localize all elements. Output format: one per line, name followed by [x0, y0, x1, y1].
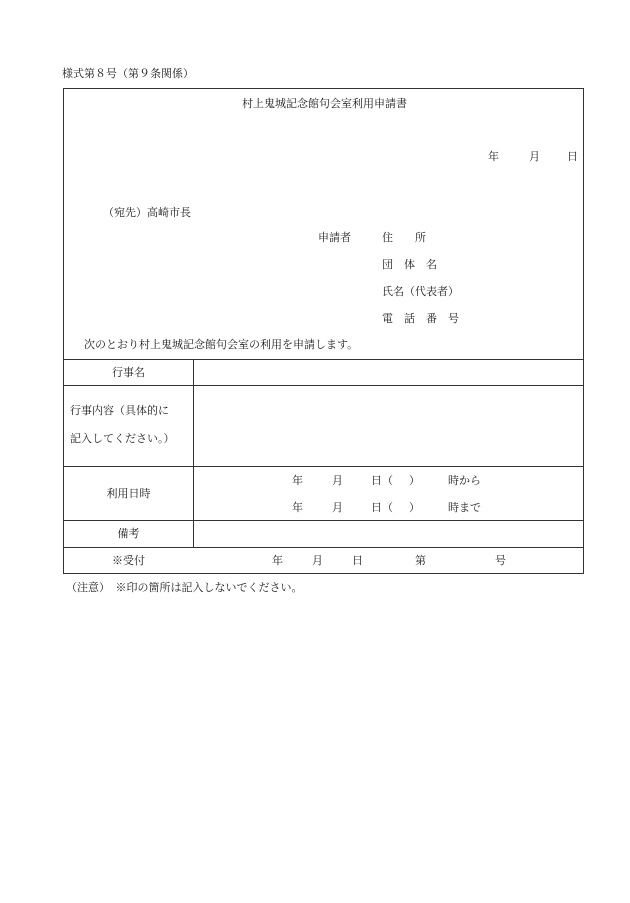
from-paren-close: ） — [409, 474, 420, 487]
to-day: 日（ — [371, 501, 393, 514]
application-form-box — [63, 88, 584, 574]
to-year: 年 — [292, 501, 303, 514]
from-time: 時から — [448, 474, 481, 487]
date-day: 日 — [567, 150, 578, 163]
reception-day: 日 — [352, 554, 363, 567]
event-content-label-line1: 行事内容（具体的に — [70, 404, 169, 417]
date-month: 月 — [529, 150, 540, 163]
to-time: 時まで — [448, 501, 481, 514]
event-content-field[interactable] — [195, 386, 581, 465]
reception-number-suffix: 号 — [495, 554, 506, 567]
event-name-label: 行事名 — [112, 366, 145, 379]
group-name-label: 団 体 名 — [382, 258, 437, 271]
phone-number-label: 電 話 番 号 — [382, 312, 459, 325]
representative-name-label: 氏名（代表者） — [382, 285, 459, 298]
from-day: 日（ — [371, 474, 393, 487]
row-divider — [64, 466, 583, 467]
reception-number-prefix: 第 — [415, 554, 426, 567]
note: （注意） ※印の箇所は記入しないでください。 — [66, 581, 303, 594]
remarks-label: 備考 — [117, 527, 140, 540]
date-year: 年 — [488, 150, 499, 163]
to-paren-close: ） — [409, 501, 420, 514]
event-content-label-line2: 記入してください。） — [70, 432, 175, 445]
row-divider — [64, 547, 583, 548]
form-number: 様式第８号（第９条関係） — [62, 67, 194, 80]
usage-datetime-label: 利用日時 — [106, 487, 151, 500]
request-sentence: 次のとおり村上鬼城記念館句会室の利用を申請します。 — [84, 338, 359, 351]
column-divider — [193, 359, 194, 547]
addressee: （宛先）高崎市長 — [103, 206, 191, 219]
applicant-label: 申請者 — [318, 231, 351, 244]
from-month: 月 — [332, 474, 343, 487]
event-name-field[interactable] — [195, 360, 581, 384]
reception-year: 年 — [272, 554, 283, 567]
to-month: 月 — [332, 501, 343, 514]
address-label: 住 所 — [382, 231, 426, 244]
remarks-field[interactable] — [195, 521, 581, 546]
reception-label: ※受付 — [112, 554, 145, 567]
form-title: 村上鬼城記念館句会室利用申請書 — [242, 97, 407, 110]
from-year: 年 — [292, 474, 303, 487]
reception-month: 月 — [312, 554, 323, 567]
